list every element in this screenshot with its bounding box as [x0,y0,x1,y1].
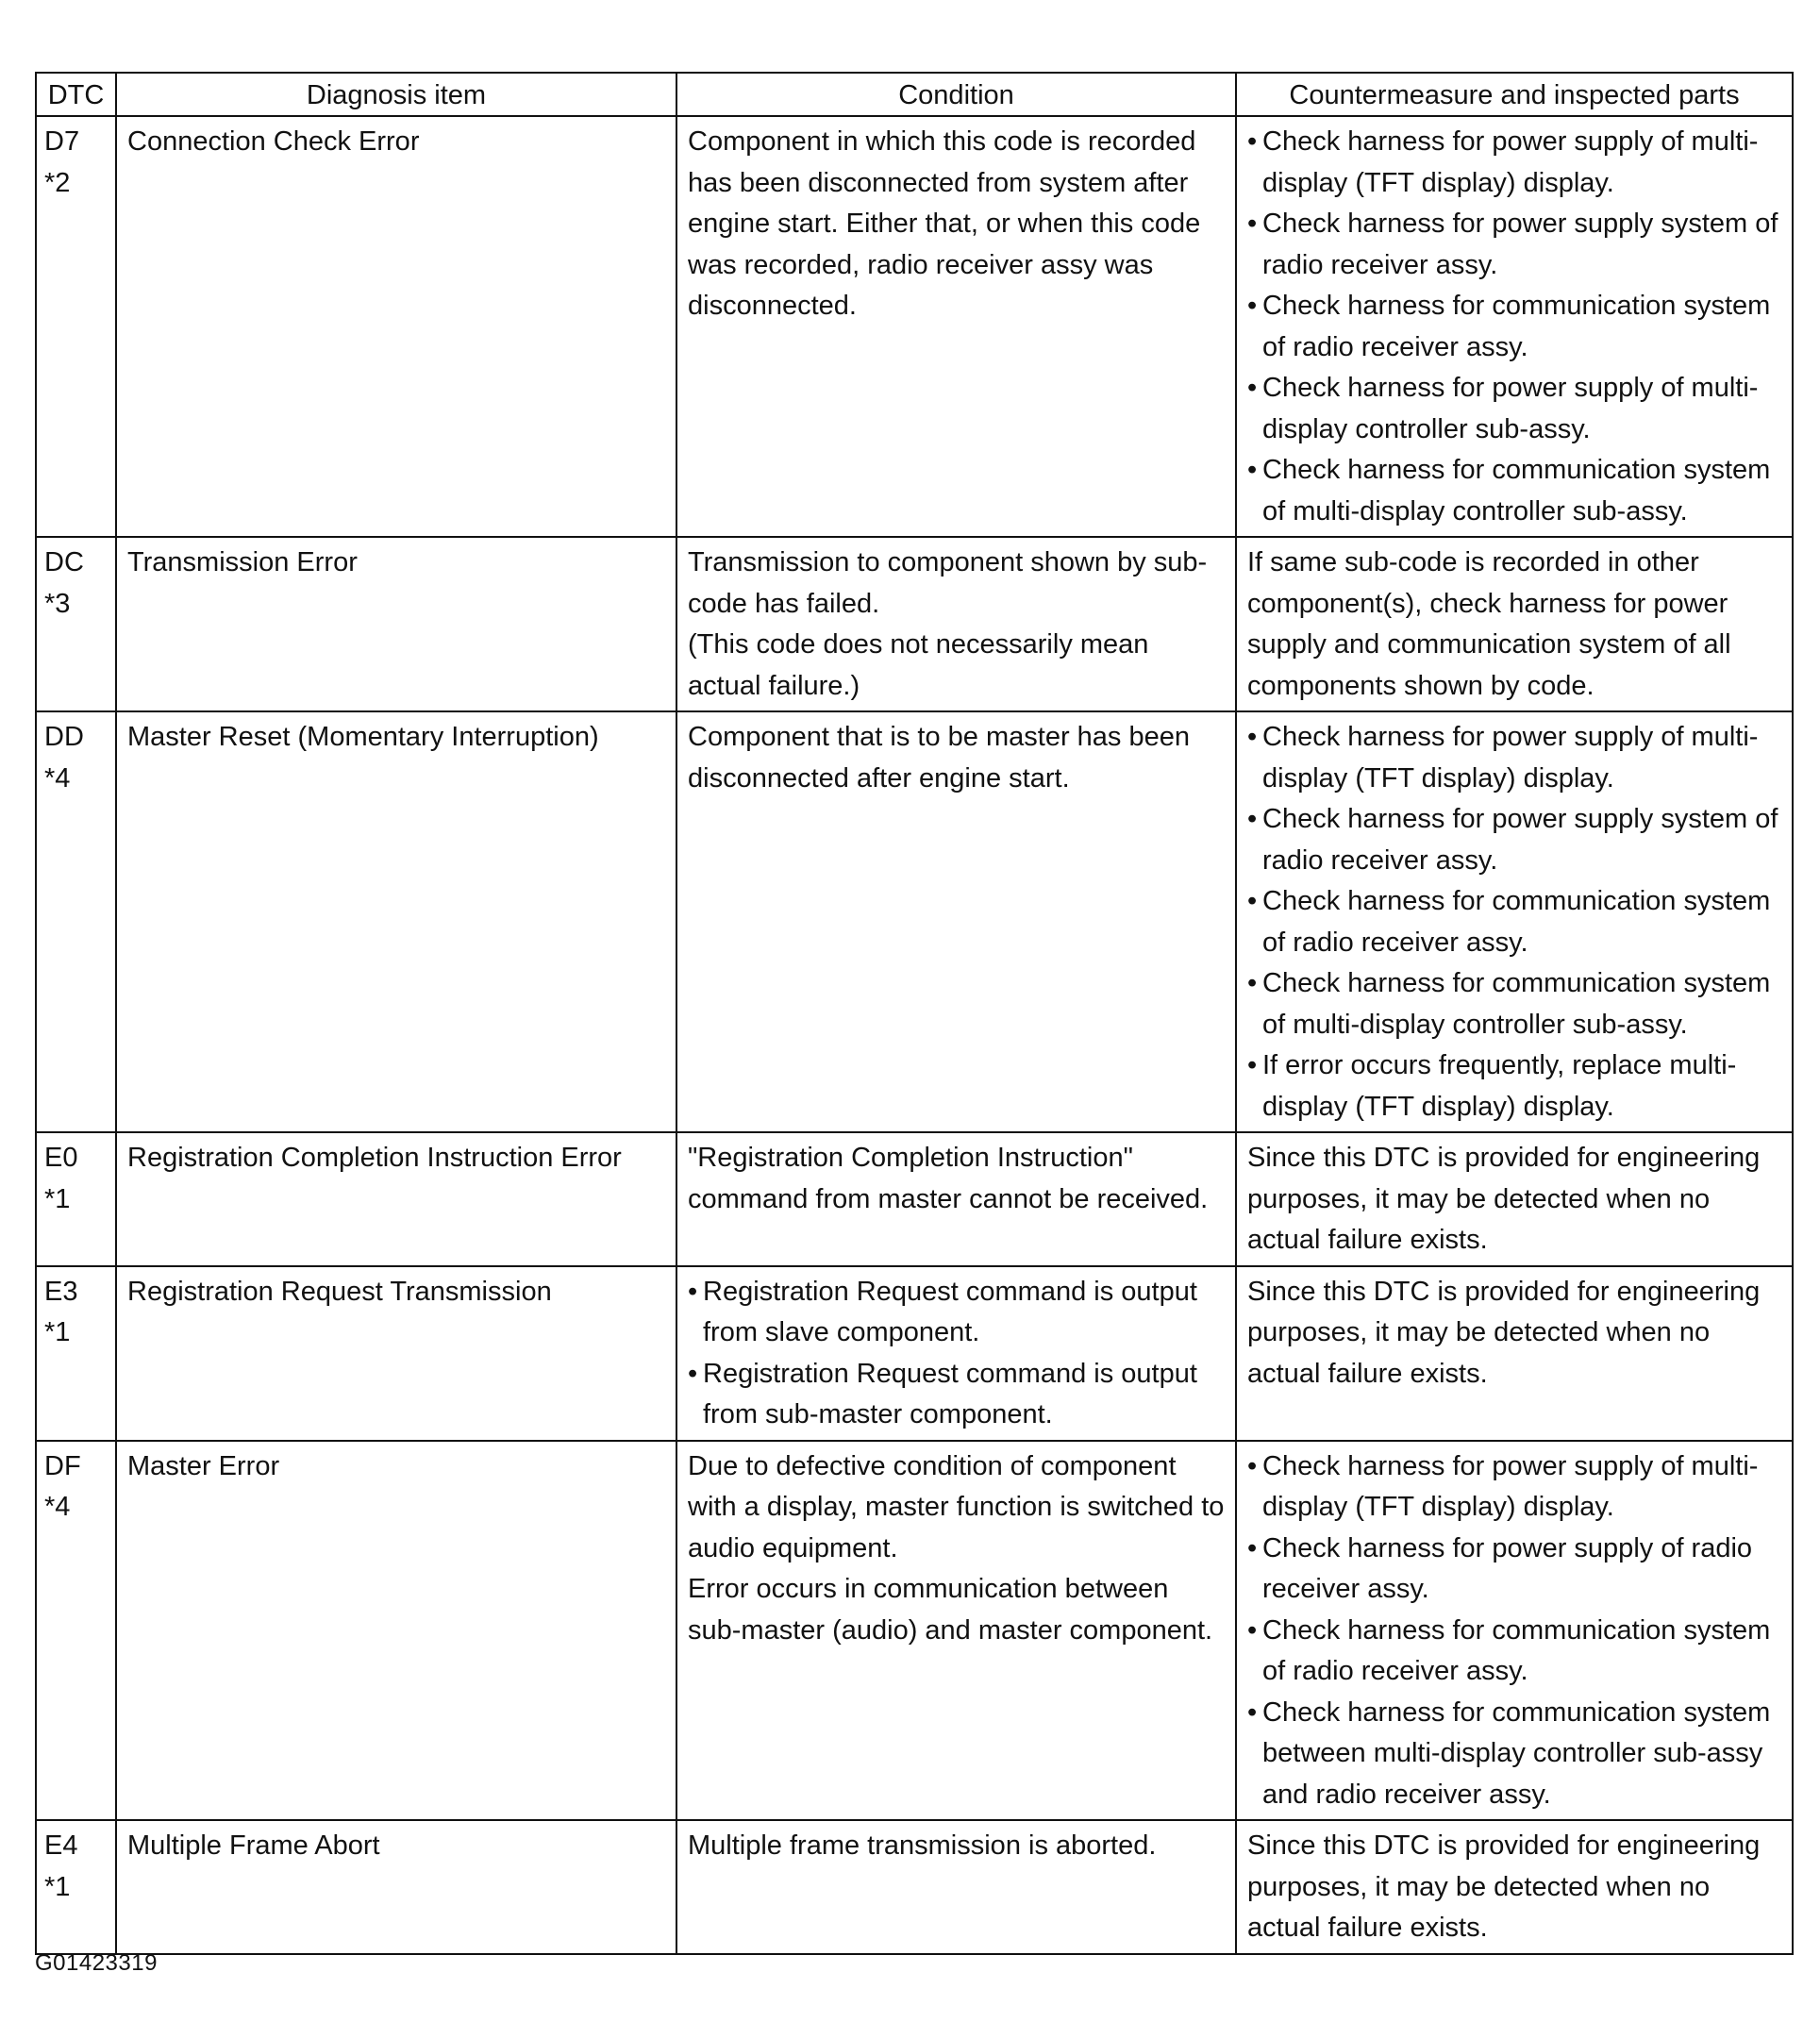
condition-bullet-item: • Registration Request command is output from sub-master component. [688,1354,1225,1436]
table-row [36,1820,1793,1954]
countermeasure-bullet-item: • Check harness for power supply of multi-display (TFT display) display. [1247,1446,1781,1529]
diagnosis-item-cell: Registration Request Transmission [116,1266,676,1441]
condition-text: "Registration Completion Instruction" command from master cannot be received. [688,1143,1209,1214]
countermeasure-bullet-item: • Check harness for power supply system of radio receiver assy. [1247,204,1781,286]
countermeasure-bullet-list [1247,717,1781,1128]
condition-text: Component in which this code is recorded has been disconnected from system after engine start. Either that, or when this code was recorded, radio receiver assy was disconnected. [688,126,1201,321]
dtc-note: *4 [44,762,71,794]
countermeasure-bullet-item: • Check harness for power supply of radio receiver assy. [1247,1529,1781,1611]
countermeasure-cell [1236,1266,1793,1441]
countermeasure-bullet-item: • Check harness for power supply of multi-display controller sub-assy. [1247,368,1781,450]
dtc-cell [36,1132,116,1266]
countermeasure-bullet-item: • Check harness for communication system between multi-display controller sub-assy and radio receiver assy. [1247,1693,1781,1816]
condition-cell [676,711,1236,1132]
dtc-code: D7 [44,126,80,157]
countermeasure-bullet-item: • Check harness for communication system of multi-display controller sub-assy. [1247,450,1781,532]
diagnosis-item-cell: Master Reset (Momentary Interruption) [116,711,676,1132]
table-row [36,537,1793,711]
condition-text: (This code does not necessarily mean actual failure.) [688,629,1149,701]
dtc-cell [36,1266,116,1441]
diagnosis-item-cell: Multiple Frame Abort [116,1820,676,1954]
table-row [36,116,1793,537]
condition-bullet-list [688,1272,1225,1436]
condition-cell [676,116,1236,537]
condition-text: Error occurs in communication between sub-master (audio) and master component. [688,1574,1213,1646]
diagnosis-item-cell: Transmission Error [116,537,676,711]
countermeasure-bullet-item: • Check harness for communication system of radio receiver assy. [1247,1611,1781,1693]
dtc-cell [36,1820,116,1954]
countermeasure-bullet-item: • Check harness for power supply system of radio receiver assy. [1247,799,1781,881]
dtc-note: *3 [44,588,71,619]
countermeasure-bullet-item: • Check harness for power supply of multi-display (TFT display) display. [1247,717,1781,799]
table-row [36,1132,1793,1266]
diagnosis-item-cell: Connection Check Error [116,116,676,537]
header-diagnosis-item: Diagnosis item [116,73,676,116]
dtc-code: DD [44,722,84,752]
countermeasure-bullet-item: • Check harness for power supply of multi-display (TFT display) display. [1247,122,1781,204]
countermeasure-cell [1236,116,1793,537]
countermeasure-bullet-item: • Check harness for communication system of multi-display controller sub-assy. [1247,963,1781,1045]
dtc-note: *1 [44,1183,71,1214]
dtc-cell [36,537,116,711]
countermeasure-text: If same sub-code is recorded in other component(s), check harness for power supply and communication system of all components shown by code. [1247,547,1731,701]
countermeasure-bullet-list [1247,1446,1781,1816]
table-row [36,711,1793,1132]
countermeasure-text: Since this DTC is provided for engineering purposes, it may be detected when no actual failure exists. [1247,1143,1761,1255]
countermeasure-cell [1236,1820,1793,1954]
condition-cell [676,537,1236,711]
countermeasure-bullet-item: • If error occurs frequently, replace multi-display (TFT display) display. [1247,1045,1781,1128]
diagnosis-item-cell: Master Error [116,1441,676,1821]
countermeasure-cell [1236,711,1793,1132]
header-countermeasure: Countermeasure and inspected parts [1236,73,1793,116]
table-row [36,1441,1793,1821]
condition-cell [676,1266,1236,1441]
dtc-table [35,72,1794,1955]
dtc-code: DF [44,1450,81,1481]
dtc-code: DC [44,547,84,577]
condition-text: Due to defective condition of component with a display, master function is switched to audio equipment. [688,1450,1225,1563]
dtc-cell [36,711,116,1132]
condition-text: Multiple frame transmission is aborted. [688,1830,1157,1861]
table-body [36,116,1793,1954]
dtc-note: *1 [44,1317,71,1347]
dtc-note: *2 [44,167,71,198]
header-dtc: DTC [36,73,116,116]
dtc-cell [36,116,116,537]
table-header-row [36,73,1793,116]
condition-bullet-item: • Registration Request command is output from slave component. [688,1272,1225,1354]
countermeasure-text: Since this DTC is provided for engineering purposes, it may be detected when no actual failure exists. [1247,1276,1761,1389]
countermeasure-text: Since this DTC is provided for engineering purposes, it may be detected when no actual failure exists. [1247,1830,1761,1943]
countermeasure-cell [1236,1132,1793,1266]
table-row [36,1266,1793,1441]
countermeasure-cell [1236,1441,1793,1821]
condition-text: Transmission to component shown by sub-code has failed. [688,547,1208,619]
dtc-code: E4 [44,1830,78,1861]
countermeasure-cell [1236,537,1793,711]
dtc-code: E3 [44,1276,78,1307]
countermeasure-bullet-item: • Check harness for communication system of radio receiver assy. [1247,286,1781,368]
condition-text: Component that is to be master has been disconnected after engine start. [688,722,1190,794]
condition-cell [676,1132,1236,1266]
countermeasure-bullet-list [1247,122,1781,532]
dtc-note: *4 [44,1492,71,1522]
dtc-cell [36,1441,116,1821]
dtc-code: E0 [44,1143,78,1173]
condition-cell [676,1441,1236,1821]
condition-cell [676,1820,1236,1954]
dtc-note: *1 [44,1871,71,1902]
diagnosis-item-cell: Registration Completion Instruction Error [116,1132,676,1266]
header-condition: Condition [676,73,1236,116]
countermeasure-bullet-item: • Check harness for communication system of radio receiver assy. [1247,881,1781,963]
figure-id: G01423319 [35,1950,158,1976]
